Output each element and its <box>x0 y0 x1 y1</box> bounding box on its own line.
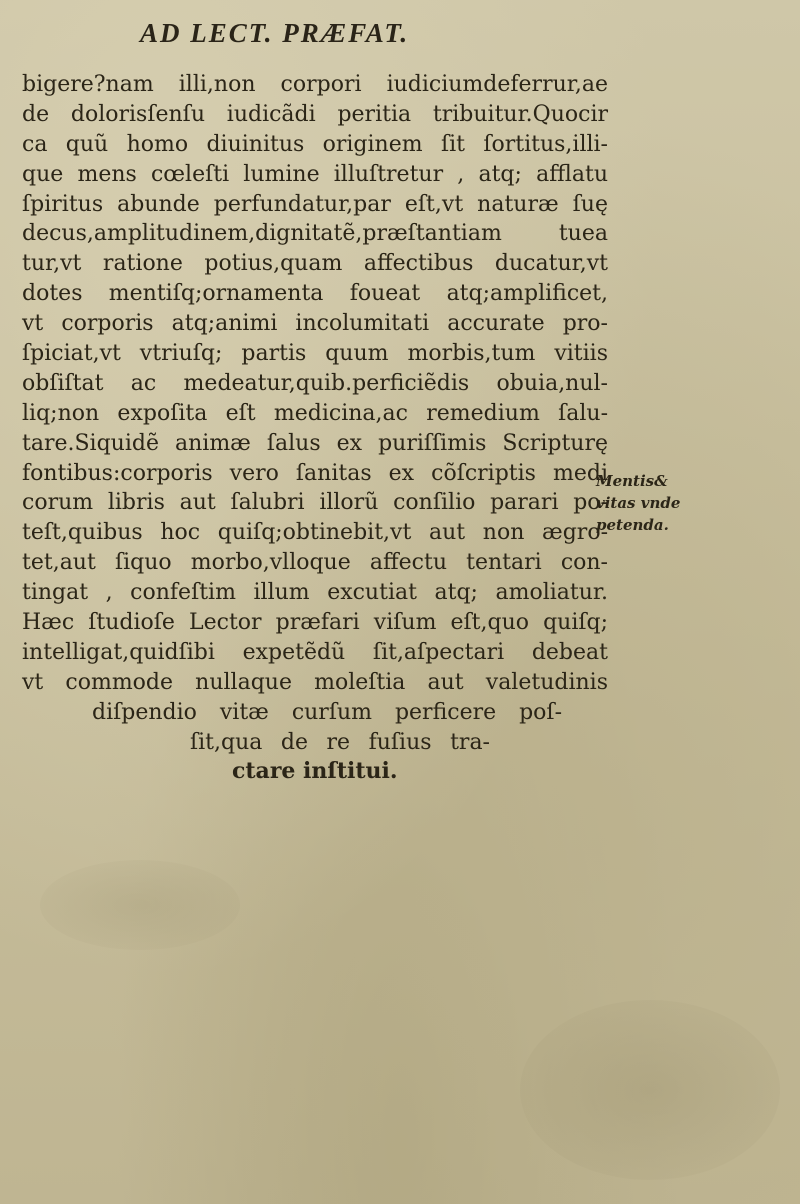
text-line: tare.Siquidẽ animæ ſalus ex puriſſimis Scripturę <box>22 430 608 456</box>
text-line: bigere?nam illi,non corpori iudiciumdeferrur,ae <box>22 72 608 97</box>
text-line: vt commode nullaque moleſtia aut valetudinis <box>22 669 608 695</box>
text-line: obſiſtat ac medeatur,quib.perficiẽdis obuia,nul- <box>22 370 608 396</box>
text-line: teſt,quibus hoc quiſq;obtinebit,vt aut non ægro- <box>22 520 608 546</box>
text-line: que mens cœleſti lumine illuſtretur , atq; afflatu <box>22 161 608 187</box>
text-line: tur,vt ratione potius,quam affectibus ducatur,vt <box>22 251 608 277</box>
text-line: ſit,qua de re fuſius tra- <box>190 729 490 755</box>
paper-stain <box>40 860 240 950</box>
text-line: tet,aut ſiquo morbo,vlloque affectu tentari con- <box>22 550 608 576</box>
text-line: liq;non expoſita eſt medicina,ac remedium ſalu- <box>22 400 608 426</box>
text-line: intelligat,quidſibi expetẽdũ ſit,aſpectari debeat <box>22 639 608 665</box>
text-line: decus,amplitudinem,dignitatẽ,præſtantiam tuea <box>22 221 608 247</box>
margin-note <box>596 470 796 536</box>
text-line: Hæc ſtudioſe Lector præfari viſum eſt,quo quiſq; <box>22 610 608 636</box>
text-line: ca quũ homo diuinitus originem ſit ſortitus,illi- <box>22 131 608 157</box>
text-line: ſpiciat,vt vtriuſq; partis quum morbis,tum vitiis <box>22 341 608 367</box>
text-line: diſpendio vitæ curſum perficere poſ- <box>92 699 562 725</box>
text-line: ctare inſtitui. <box>232 758 398 785</box>
text-line: vt corporis atq;animi incolumitati accurate pro- <box>22 311 608 337</box>
text-line: corum libris aut ſalubri illorũ conſilio parari po- <box>22 490 608 516</box>
text-line: tingat , confeſtim illum excutiat atq; amoliatur. <box>22 580 608 606</box>
body-text <box>22 70 608 787</box>
margin-note-line: Mentis& <box>596 472 668 490</box>
text-line: dotes mentiſq;ornamenta foueat atq;amplificet, <box>22 281 608 307</box>
running-head: AD LECT. PRÆFAT. <box>140 18 410 48</box>
text-line: fontibus:corporis vero ſanitas ex cõſcriptis medi <box>22 460 608 486</box>
paper-stain <box>520 1000 780 1180</box>
text-line: de dolorisſenſu iudicãdi peritia tribuitur.Quocir <box>22 101 608 127</box>
margin-note-line: petenda. <box>596 516 669 534</box>
margin-note-line: vitas vnde <box>596 494 681 512</box>
text-line: ſpiritus abunde perfundatur,par eſt,vt naturæ ſuę <box>22 191 608 217</box>
